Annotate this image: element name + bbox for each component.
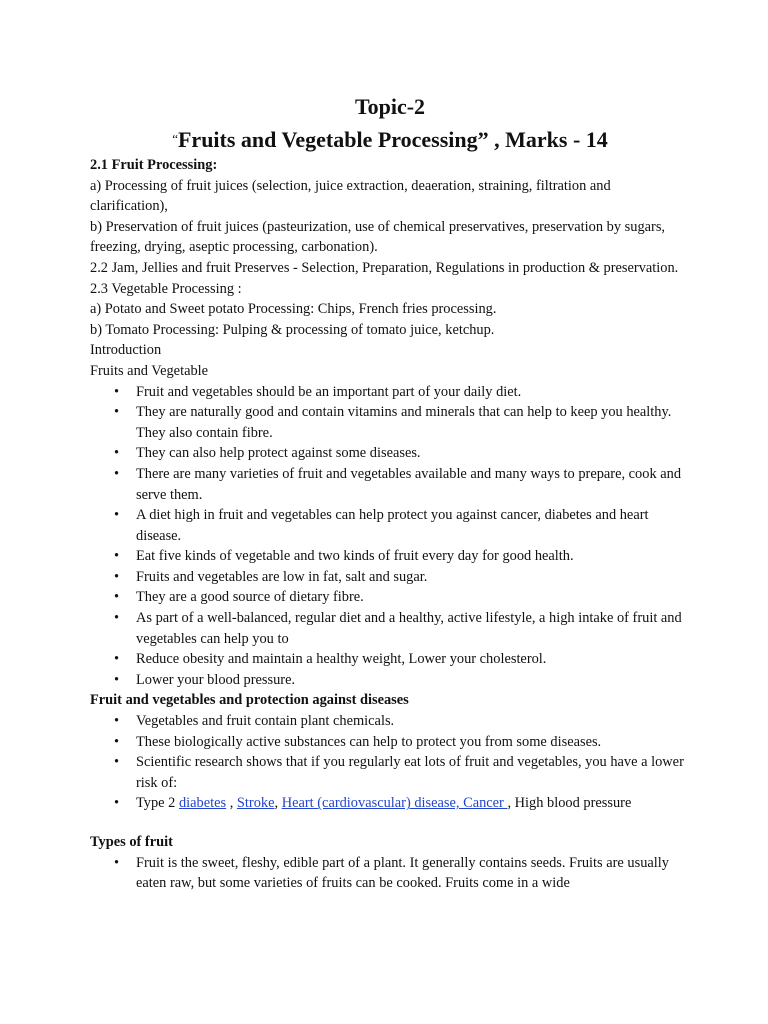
list-item [90,443,690,464]
list-item-text: There are many varieties of fruit and vegetables available and many ways to prepare, cook and serve them. [136,465,682,503]
list-item [90,567,690,588]
list-item [90,464,690,505]
type2-prefix: Type 2 [136,795,179,812]
list-item [90,587,690,608]
bullet-icon: • [114,445,120,462]
bullet-icon: • [114,713,120,730]
list-item-text: Fruit is the sweet, fleshy, edible part of a plant. It generally contains seeds. Fruits are usually eaten raw, but some varieties of fruits can be cooked. Fruits come in a wide [136,854,669,892]
bullet-icon: • [114,651,120,668]
subtitle-marks: , Marks - 14 [488,127,608,152]
protection-list [90,711,690,814]
list-item [90,505,690,546]
bullet-icon: • [114,610,120,627]
list-item-text: As part of a well-balanced, regular diet and a healthy, active lifestyle, a high intake of fruit and vegetables can help you to [136,610,682,647]
list-item-text: Lower your blood pressure. [136,671,296,688]
section-2-1-heading: 2.1 Fruit Processing: [90,157,218,173]
list-item-text: They can also help protect against some diseases. [136,445,421,462]
section-2-3-a: a) Potato and Sweet potato Processing: Chips, French fries processing. [90,301,497,318]
bullet-icon: • [114,671,120,688]
bullet-icon: • [114,507,120,524]
list-item-text: A diet high in fruit and vegetables can help protect you against cancer, diabetes and heart disease. [136,507,649,544]
section-2-2: 2.2 Jam, Jellies and fruit Preserves - Selection, Preparation, Regulations in production & preservation. [90,259,679,276]
section-2-1-b: b) Preservation of fruit juices (pasteurization, use of chemical preservatives, preservation by sugars, freezing, drying, aseptic processing, carbonation). [90,218,666,256]
bullet-icon: • [114,754,120,771]
list-item [90,853,690,894]
list-item [90,670,690,691]
protection-heading: Fruit and vegetables and protection against diseases [90,692,409,709]
list-item-text: They are naturally good and contain vitamins and minerals that can help to keep you healthy. They also contain fibre. [136,404,672,441]
subtitle-open-quote: “ [172,131,178,146]
document-page [90,92,690,894]
list-item [90,608,690,649]
list-item-text: Vegetables and fruit contain plant chemicals. [136,713,395,730]
fruits-vegetable-heading: Fruits and Vegetable [90,362,209,379]
bullet-icon: • [114,383,120,400]
document-body [90,155,690,894]
list-item [90,711,690,732]
types-of-fruit-heading: Types of fruit [90,834,173,850]
subtitle-main: Fruits and Vegetable Processing [177,127,478,152]
heart-cancer-link[interactable]: Heart (cardiovascular) disease, Cancer [281,795,508,812]
separator: , [274,795,282,812]
bullet-icon: • [114,548,120,565]
list-item-text: These biologically active substances can help to protect you from some diseases. [136,733,602,750]
list-item [90,732,690,753]
stroke-link[interactable]: Stroke [236,795,275,812]
bullet-icon: • [114,795,120,812]
list-item-text: Eat five kinds of vegetable and two kinds of fruit every day for good health. [136,548,574,565]
spacer [90,814,690,832]
page-subtitle [90,124,690,155]
section-2-3-heading: 2.3 Vegetable Processing : [90,280,242,297]
types-of-fruit-list [90,853,690,894]
section-2-1-a: a) Processing of fruit juices (selection, juice extraction, deaeration, straining, filtration and clarification), [90,177,611,215]
fruits-vegetable-list [90,382,690,691]
subtitle-close-quote: ” [477,127,489,152]
bullet-icon: • [114,465,120,482]
page-title: Topic-2 [354,94,426,119]
list-item [90,793,690,814]
bullet-icon: • [114,404,120,421]
list-item-text: Fruits and vegetables are low in fat, salt and sugar. [136,568,428,585]
list-item [90,546,690,567]
type2-suffix: , High blood pressure [507,795,632,812]
list-item-text: Scientific research shows that if you regularly eat lots of fruit and vegetables, you have a lower risk of: [136,754,684,791]
diabetes-link[interactable]: diabetes [178,795,227,812]
list-item [90,649,690,670]
list-item [90,382,690,403]
list-item [90,752,690,793]
section-2-3-b: b) Tomato Processing: Pulping & processing of tomato juice, ketchup. [90,321,495,338]
bullet-icon: • [114,733,120,750]
bullet-icon: • [114,854,120,871]
introduction-heading: Introduction [90,342,162,359]
list-item [90,402,690,443]
list-item-text: They are a good source of dietary fibre. [136,589,364,606]
list-item-text: Reduce obesity and maintain a healthy weight, Lower your cholesterol. [136,651,547,668]
separator: , [226,795,237,812]
list-item-text: Fruit and vegetables should be an important part of your daily diet. [136,383,522,400]
bullet-icon: • [114,589,120,606]
bullet-icon: • [114,568,120,585]
